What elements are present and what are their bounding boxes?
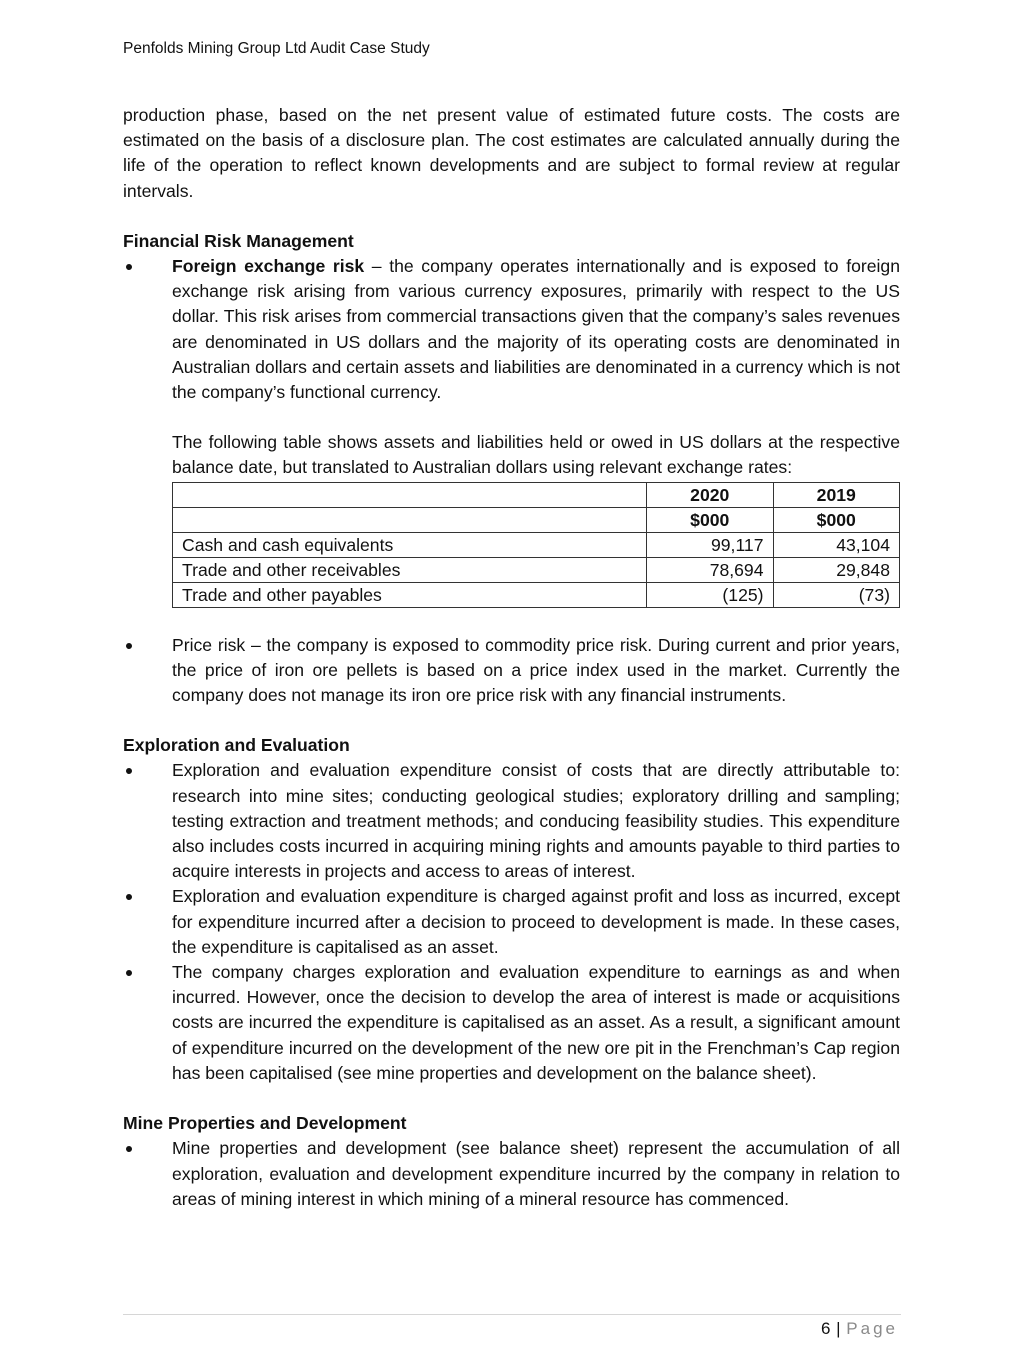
financial-risk-section xyxy=(123,229,900,708)
financial-risk-list xyxy=(123,254,900,405)
exploration-section xyxy=(123,733,900,1086)
fx-risk-text: – the company operates internationally and is exposed to foreign exchange risk arising from various currency exposures, primarily with respect to the US dollar. This risk arises from commercial transactions given that the company’s sales revenues are denominated in US dollars and the majority of its operating costs are denominated in Australian dollars and certain assets and liabilities are denominated in a currency which is not the company’s functional currency. xyxy=(172,256,900,403)
list-item xyxy=(123,254,900,405)
footer-divider xyxy=(123,1314,901,1315)
table-intro: The following table shows assets and liabilities held or owed in US dollars at the respective balance date, but translated to Australian dollars using relevant exchange rates: xyxy=(172,432,900,478)
page-content xyxy=(123,103,900,1212)
list-item: Exploration and evaluation expenditure consist of costs that are directly attributable to: research into mine sites; conducting geological studies; exploratory drilling and sampling; testing extraction and treatment methods; and conducing feasibility studies. This expenditure also includes costs incurred in acquiring mining rights and amounts payable to third parties to acquire interests in projects and access to areas of interest. xyxy=(123,758,900,884)
page-footer xyxy=(821,1319,898,1339)
row-value-2019: 29,848 xyxy=(773,557,900,582)
list-item: Mine properties and development (see balance sheet) represent the accumulation of all exploration, evaluation and development expenditure incurred by the company in relation to areas of mining interest in which mining of a mineral resource has commenced. xyxy=(123,1136,900,1212)
row-value-2020: 78,694 xyxy=(647,557,774,582)
row-value-2020: 99,117 xyxy=(647,532,774,557)
list-item: The company charges exploration and evaluation expenditure to earnings as and when incurred. However, once the decision to develop the area of interest is made or acquisitions costs are incurred the expenditure is capitalised as an asset. As a result, a significant amount of expenditure incurred on the development of the new ore pit in the Frenchman’s Cap region has been capitalised (see mine properties and development on the balance sheet). xyxy=(123,960,900,1086)
row-value-2020: (125) xyxy=(647,582,774,607)
mine-properties-section xyxy=(123,1111,900,1212)
row-value-2019: 43,104 xyxy=(773,532,900,557)
financial-risk-title: Financial Risk Management xyxy=(123,230,354,251)
list-item: Exploration and evaluation expenditure is charged against profit and loss as incurred, except for expenditure incurred after a decision to proceed to development is made. In these cases, the expenditure is capitalised as an asset. xyxy=(123,884,900,960)
fx-risk-term: Foreign exchange risk xyxy=(172,256,365,277)
fx-exposure-table xyxy=(172,482,900,608)
row-label: Cash and cash equivalents xyxy=(173,532,647,557)
col-2020-year: 2020 xyxy=(647,482,774,507)
table-row xyxy=(173,557,900,582)
footer-separator: | xyxy=(836,1319,842,1338)
row-label: Trade and other payables xyxy=(173,582,647,607)
row-value-2019: (73) xyxy=(773,582,900,607)
mine-properties-list xyxy=(123,1136,900,1212)
exploration-list xyxy=(123,758,900,1086)
col-2019-year: 2019 xyxy=(773,482,900,507)
table-header-row xyxy=(173,482,900,507)
col-2019-unit: $000 xyxy=(773,507,900,532)
price-risk-list xyxy=(123,633,900,709)
page-label: Page xyxy=(846,1319,898,1338)
col-2020-unit: $000 xyxy=(647,507,774,532)
table-unit-blank xyxy=(173,507,647,532)
exploration-title: Exploration and Evaluation xyxy=(123,735,350,756)
row-label: Trade and other receivables xyxy=(173,557,647,582)
intro-paragraph: production phase, based on the net present value of estimated future costs. The costs are estimated on the basis of a disclosure plan. The cost estimates are calculated annually during the life of the operation to reflect known developments and are subject to formal review at regular intervals. xyxy=(123,105,900,201)
mine-properties-title: Mine Properties and Development xyxy=(123,1113,407,1134)
table-row xyxy=(173,582,900,607)
table-header-blank xyxy=(173,482,647,507)
table-unit-row xyxy=(173,507,900,532)
table-row xyxy=(173,532,900,557)
page-number: 6 xyxy=(820,1319,831,1338)
list-item: Price risk – the company is exposed to commodity price risk. During current and prior years, the price of iron ore pellets is based on a price index used in the market. Currently the company does not manage its iron ore price risk with any financial instruments. xyxy=(123,633,900,709)
page-header: Penfolds Mining Group Ltd Audit Case Study xyxy=(123,40,430,57)
